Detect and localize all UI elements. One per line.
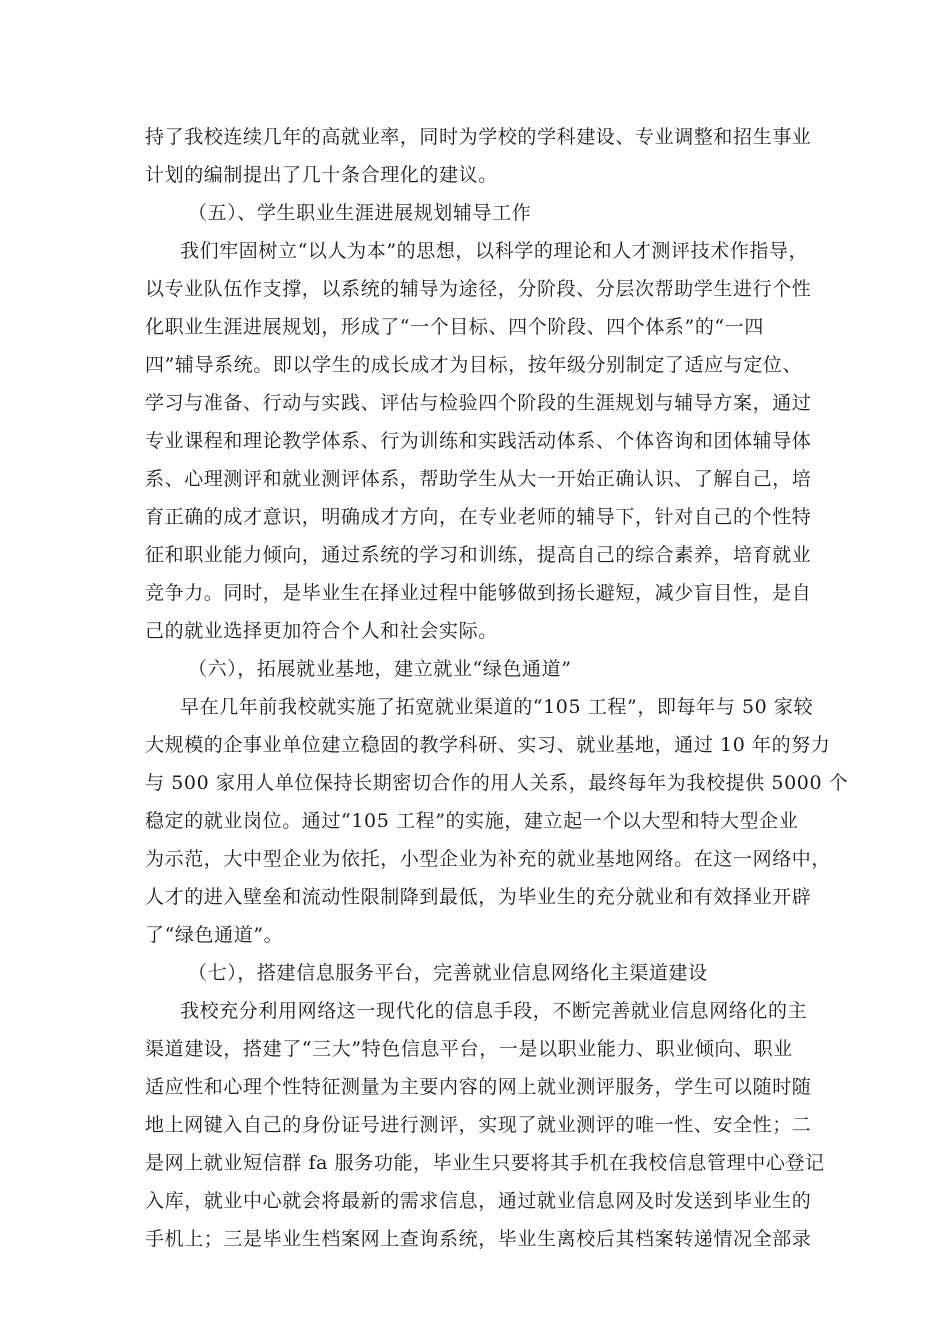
- body-line: 了“绿色通道”。: [145, 924, 284, 946]
- body-line: 渠道建设，搭建了“三大”特色信息平台，一是以职业能力、职业倾向、职业: [145, 1038, 793, 1060]
- body-line: 我们牢固树立“以人为本”的思想，以科学的理论和人才测评技术作指导，: [180, 240, 809, 262]
- body-line: 竞争力。同时，是毕业生在择业过程中能够做到扬长避短，减少盲目性，是自: [145, 582, 812, 604]
- body-line: 征和职业能力倾向，通过系统的学习和训练，提高自己的综合素养，培育就业: [145, 544, 812, 566]
- body-line: 我校充分利用网络这一现代化的信息手段，不断完善就业信息网络化的主: [180, 1000, 808, 1022]
- body-line: 稳定的就业岗位。通过“105 工程”的实施，建立起一个以大型和特大型企业: [145, 810, 799, 832]
- body-line: 人才的进入壁垒和流动性限制降到最低，为毕业生的充分就业和有效择业开辟: [145, 886, 812, 908]
- section-heading: （五）、学生职业生涯进展规划辅导工作: [188, 202, 532, 224]
- body-line: 地上网键入自己的身份证号进行测评，实现了就业测评的唯一性、安全性；二: [145, 1114, 812, 1136]
- body-line: 计划的编制提出了几十条合理化的建议。: [145, 164, 498, 186]
- body-line: 手机上；三是毕业生档案网上查询系统，毕业生离校后其档案转递情况全部录: [145, 1228, 812, 1250]
- body-line: 是网上就业短信群 fa 服务功能，毕业生只要将其手机在我校信息管理中心登记: [145, 1152, 825, 1174]
- section-heading: （七），搭建信息服务平台，完善就业信息网络化主渠道建设: [188, 962, 708, 984]
- body-line: 早在几年前我校就实施了拓宽就业渠道的“105 工程”，即每年与 50 家较: [180, 696, 814, 718]
- body-line: 学习与准备、行动与实践、评估与检验四个阶段的生涯规划与辅导方案，通过: [145, 392, 812, 414]
- body-line: 为示范，大中型企业为依托，小型企业为补充的就业基地网络。在这一网络中，: [145, 848, 832, 870]
- body-line: 持了我校连续几年的高就业率，同时为学校的学科建设、专业调整和招生事业: [145, 126, 812, 148]
- body-line: 系、心理测评和就业测评体系，帮助学生从大一开始正确认识、了解自己，培: [145, 468, 812, 490]
- body-line: 大规模的企事业单位建立稳固的教学科研、实习、就业基地，通过 10 年的努力: [145, 734, 831, 756]
- body-line: 育正确的成才意识，明确成才方向，在专业老师的辅导下，针对自己的个性特: [145, 506, 812, 528]
- body-line: 专业课程和理论教学体系、行为训练和实践活动体系、个体咨询和团体辅导体: [145, 430, 812, 452]
- body-line: 入库，就业中心就会将最新的需求信息，通过就业信息网及时发送到毕业生的: [145, 1190, 812, 1212]
- body-line: 与 500 家用人单位保持长期密切合作的用人关系，最终每年为我校提供 5000 个: [145, 772, 849, 794]
- section-heading: （六），拓展就业基地，建立就业“绿色通道”: [188, 658, 572, 680]
- body-line: 适应性和心理个性特征测量为主要内容的网上就业测评服务，学生可以随时随: [145, 1076, 812, 1098]
- body-line: 己的就业选择更加符合个人和社会实际。: [145, 620, 498, 642]
- body-line: 以专业队伍作支撑，以系统的辅导为途径，分阶段、分层次帮助学生进行个性: [145, 278, 812, 300]
- body-line: 化职业生涯进展规划，形成了“一个目标、四个阶段、四个体系”的“一四: [145, 316, 764, 338]
- body-line: 四”辅导系统。即以学生的成长成才为目标，按年级分别制定了适应与定位、: [145, 354, 803, 376]
